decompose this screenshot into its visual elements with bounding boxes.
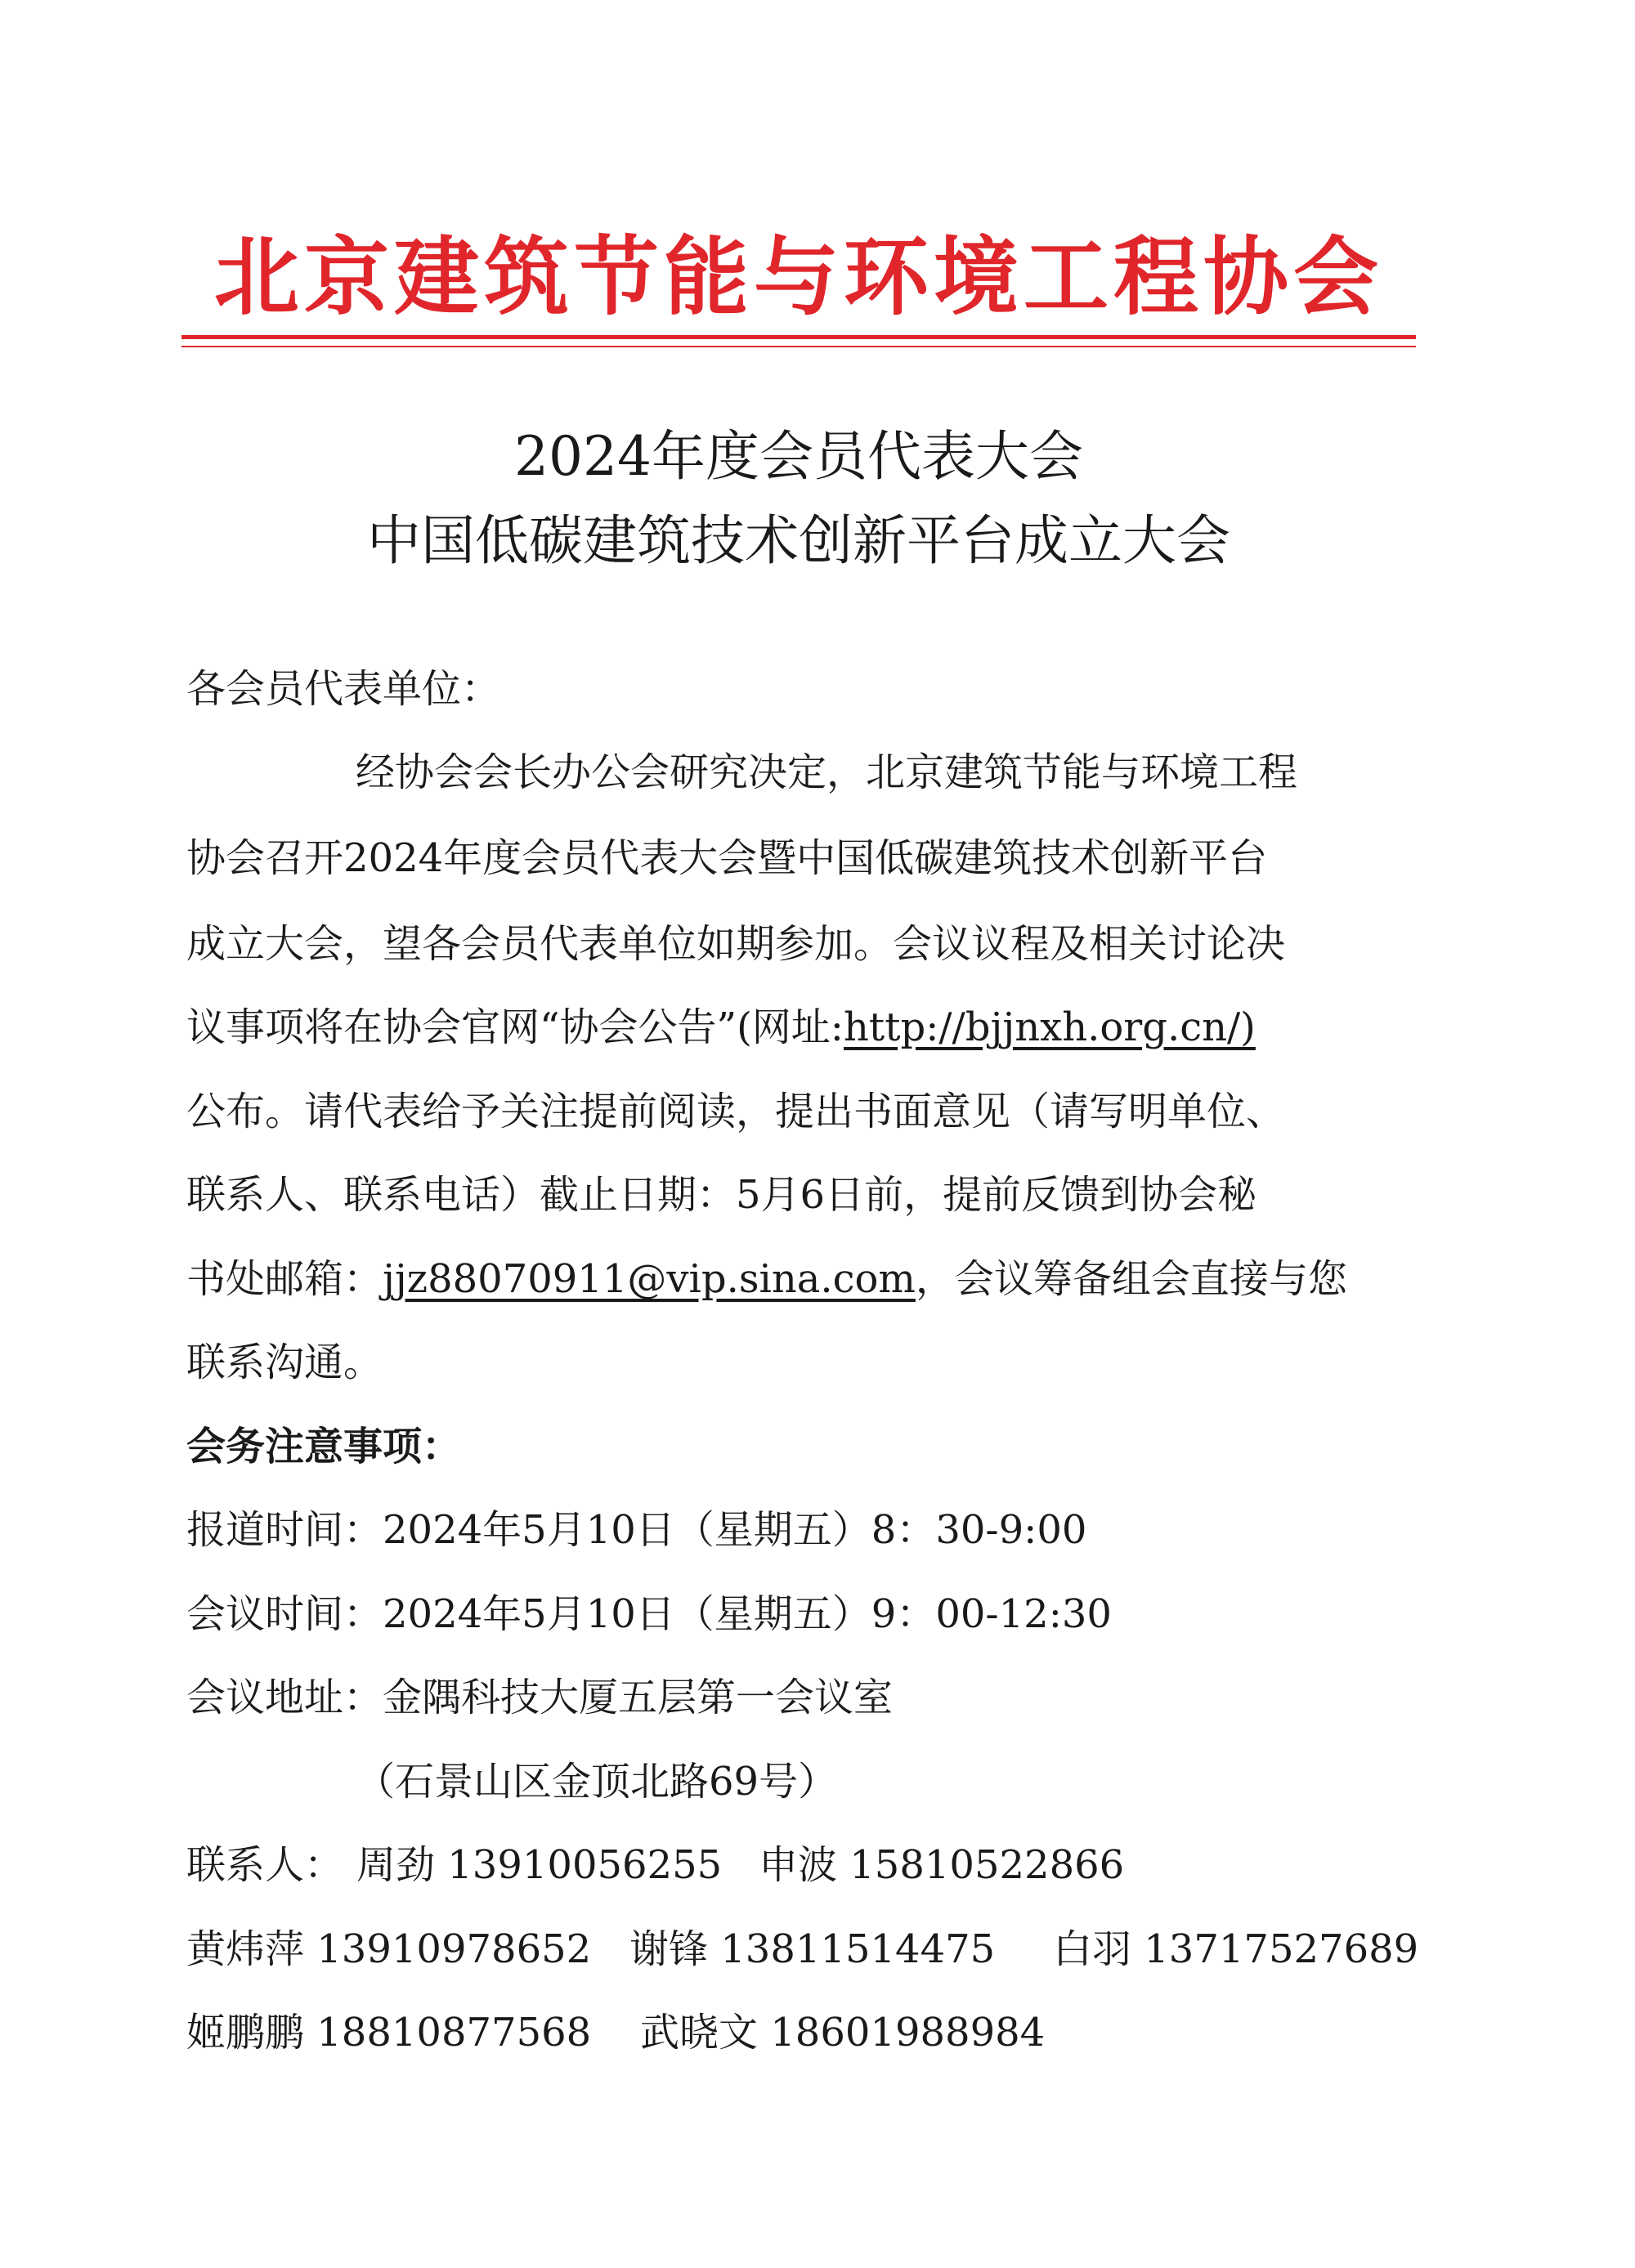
contact-item: 武晓文 18601988984 — [640, 2010, 1046, 2056]
letterhead-org-name: 北京建筑节能与环境工程协会 — [213, 226, 1383, 327]
contact-item: 申波 15810522866 — [759, 1842, 1125, 1888]
body-line-3: 成立大会，望各会员代表单位如期参加。会议议程及相关讨论决 — [186, 921, 1286, 967]
document-title-line-1: 2024年度会员代表大会 — [514, 425, 1083, 488]
address-detail: （石景山区金顶北路69号） — [356, 1759, 838, 1805]
salutation: 各会员代表单位： — [186, 666, 501, 712]
registration-time: 报道时间：2024年5月10日（星期五）8：30-9:00 — [186, 1507, 1087, 1553]
contacts-label: 联系人： — [186, 1842, 344, 1888]
contact-item: 黄炜萍 13910978652 — [186, 1926, 592, 1972]
contact-item: 姬鹏鹏 18810877568 — [186, 2010, 592, 2056]
body-line-end: 联系沟通。 — [186, 1340, 383, 1385]
contact-item: 周劲 13910056255 — [356, 1842, 723, 1888]
email-suffix-text: ，会议筹备组会直接与您 — [915, 1256, 1347, 1302]
body-line-url — [186, 1003, 1256, 1052]
body-line-email — [186, 1255, 1347, 1304]
email-prefix-text: 书处邮箱： — [186, 1256, 383, 1302]
notes-heading: 会务注意事项： — [186, 1424, 462, 1470]
letterhead-rule-thin — [181, 346, 1416, 347]
document-title-line-2: 中国低碳建筑技术创新平台成立大会 — [367, 509, 1230, 572]
website-link[interactable]: http://bjjnxh.org.cn/) — [843, 1004, 1256, 1050]
meeting-time: 会议时间：2024年5月10日（星期五）9：00-12:30 — [186, 1591, 1112, 1637]
url-prefix-text: 议事项将在协会官网“协会公告”(网址: — [186, 1004, 844, 1050]
meeting-address: 会议地址：金隅科技大厦五层第一会议室 — [186, 1675, 894, 1720]
letterhead-rule-thick — [181, 335, 1416, 339]
body-line-5: 公布。请代表给予关注提前阅读，提出书面意见（请写明单位、 — [186, 1089, 1286, 1134]
contact-item: 谢锋 13811514475 — [629, 1926, 996, 1972]
contact-item: 白羽 13717527689 — [1053, 1926, 1419, 1972]
body-line-1: 经协会会长办公会研究决定，北京建筑节能与环境工程 — [356, 749, 1298, 795]
body-line-2: 协会召开2024年度会员代表大会暨中国低碳建筑技术创新平台 — [186, 835, 1268, 881]
email-link[interactable]: jjz88070911@vip.sina.com — [383, 1256, 916, 1302]
body-line-6: 联系人、联系电话）截止日期：5月6日前，提前反馈到协会秘 — [186, 1172, 1257, 1218]
